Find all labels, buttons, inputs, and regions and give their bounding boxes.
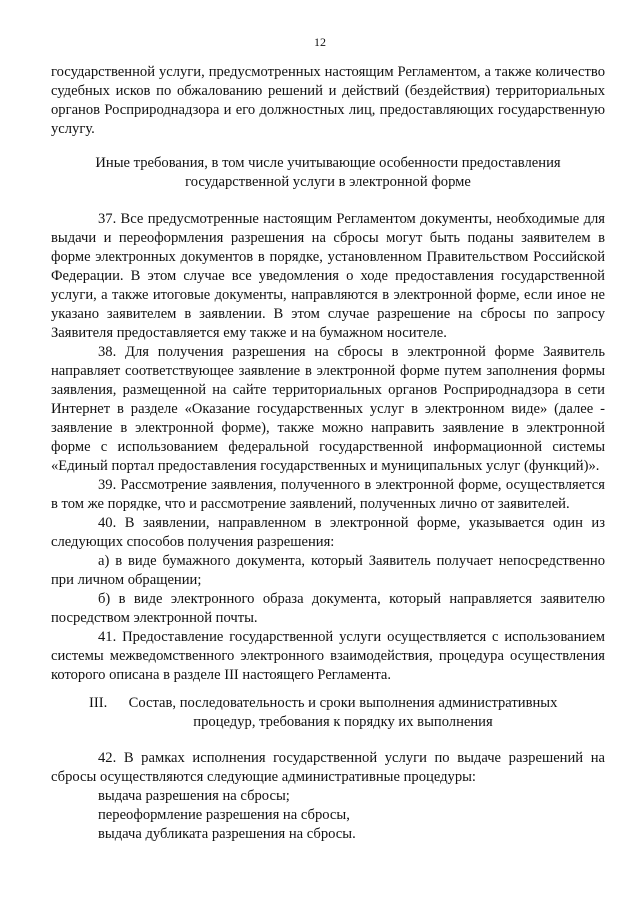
chapter-title-line-1: Состав, последовательность и сроки выполнения административных	[128, 695, 558, 711]
page-number: 12	[314, 35, 326, 49]
paragraph-42-block	[51, 749, 605, 844]
section-heading	[51, 154, 605, 192]
paragraph-40-option-b: б) в виде электронного образа документа, который направляется заявителю посредством электронной почты.	[51, 591, 605, 626]
paragraph-40-option-a: а) в виде бумажного документа, который Заявитель получает непосредственно при личном обращении;	[51, 553, 605, 588]
paragraph-38: 38. Для получения разрешения на сбросы в электронной форме Заявитель направляет соответствующее заявление в электронной форме путем заполнения формы заявления, размещенной на сайте территориальных органов Росприроднадзора в сети Интернет в разделе «Оказание государственных услуг в электронном виде» (далее - заявление в электронной форме), также можно направить заявление в электронной форме с использованием федеральной государственной информационной системы «Единый портал предоставления государственных и муниципальных услуг (функций)».	[51, 344, 605, 474]
section-heading-line-2: государственной услуги в электронной форме	[185, 174, 471, 190]
continuation-text: государственной услуги, предусмотренных настоящим Регламентом, а также количество судебных исков по обжалованию решений и действий (бездействия) территориальных органов Росприроднадзора и его должностных лиц, предоставляющих государственную услугу.	[51, 64, 605, 137]
paragraph-40: 40. В заявлении, направленном в электронной форме, указывается один из следующих способов получения разрешения:	[51, 515, 605, 550]
paragraph-37: 37. Все предусмотренные настоящим Регламентом документы, необходимые для выдачи и переоформления разрешения на сбросы могут быть поданы заявителем в форме электронных документов в порядке, установленном Правительством Российской Федерации. В этом случае все уведомления о ходе предоставления государственной услуги, а также итоговые документы, направляются в электронной форме, если иное не указано заявителем в заявлении. В этом случае разрешение на сбросы по запросу Заявителя предоставляется ему также и на бумажном носителе.	[51, 211, 605, 341]
chapter-title-line-2: процедур, требования к порядку их выполнения	[193, 714, 493, 730]
paragraph-41: 41. Предоставление государственной услуги осуществляется с использованием системы межведомственного электронного взаимодействия, процедура осуществления которого описана в разделе III настоящего Регламента.	[51, 629, 605, 683]
procedure-item: выдача дубликата разрешения на сбросы.	[98, 826, 356, 842]
paragraphs-37-41	[51, 210, 605, 685]
paragraph-39: 39. Рассмотрение заявления, полученного в электронной форме, осуществляется в том же порядке, что и рассмотрение заявлений, полученных лично от заявителей.	[51, 477, 605, 512]
continuation-paragraph	[51, 63, 605, 139]
procedure-item: переоформление разрешения на сбросы,	[98, 807, 350, 823]
paragraph-42: 42. В рамках исполнения государственной услуги по выдаче разрешений на сбросы осуществляются следующие административные процедуры:	[51, 750, 605, 785]
section-heading-line-1: Иные требования, в том числе учитывающие особенности предоставления	[95, 155, 561, 171]
procedure-item: выдача разрешения на сбросы;	[98, 788, 290, 804]
chapter-heading	[51, 694, 605, 732]
chapter-number: III.	[89, 695, 108, 711]
